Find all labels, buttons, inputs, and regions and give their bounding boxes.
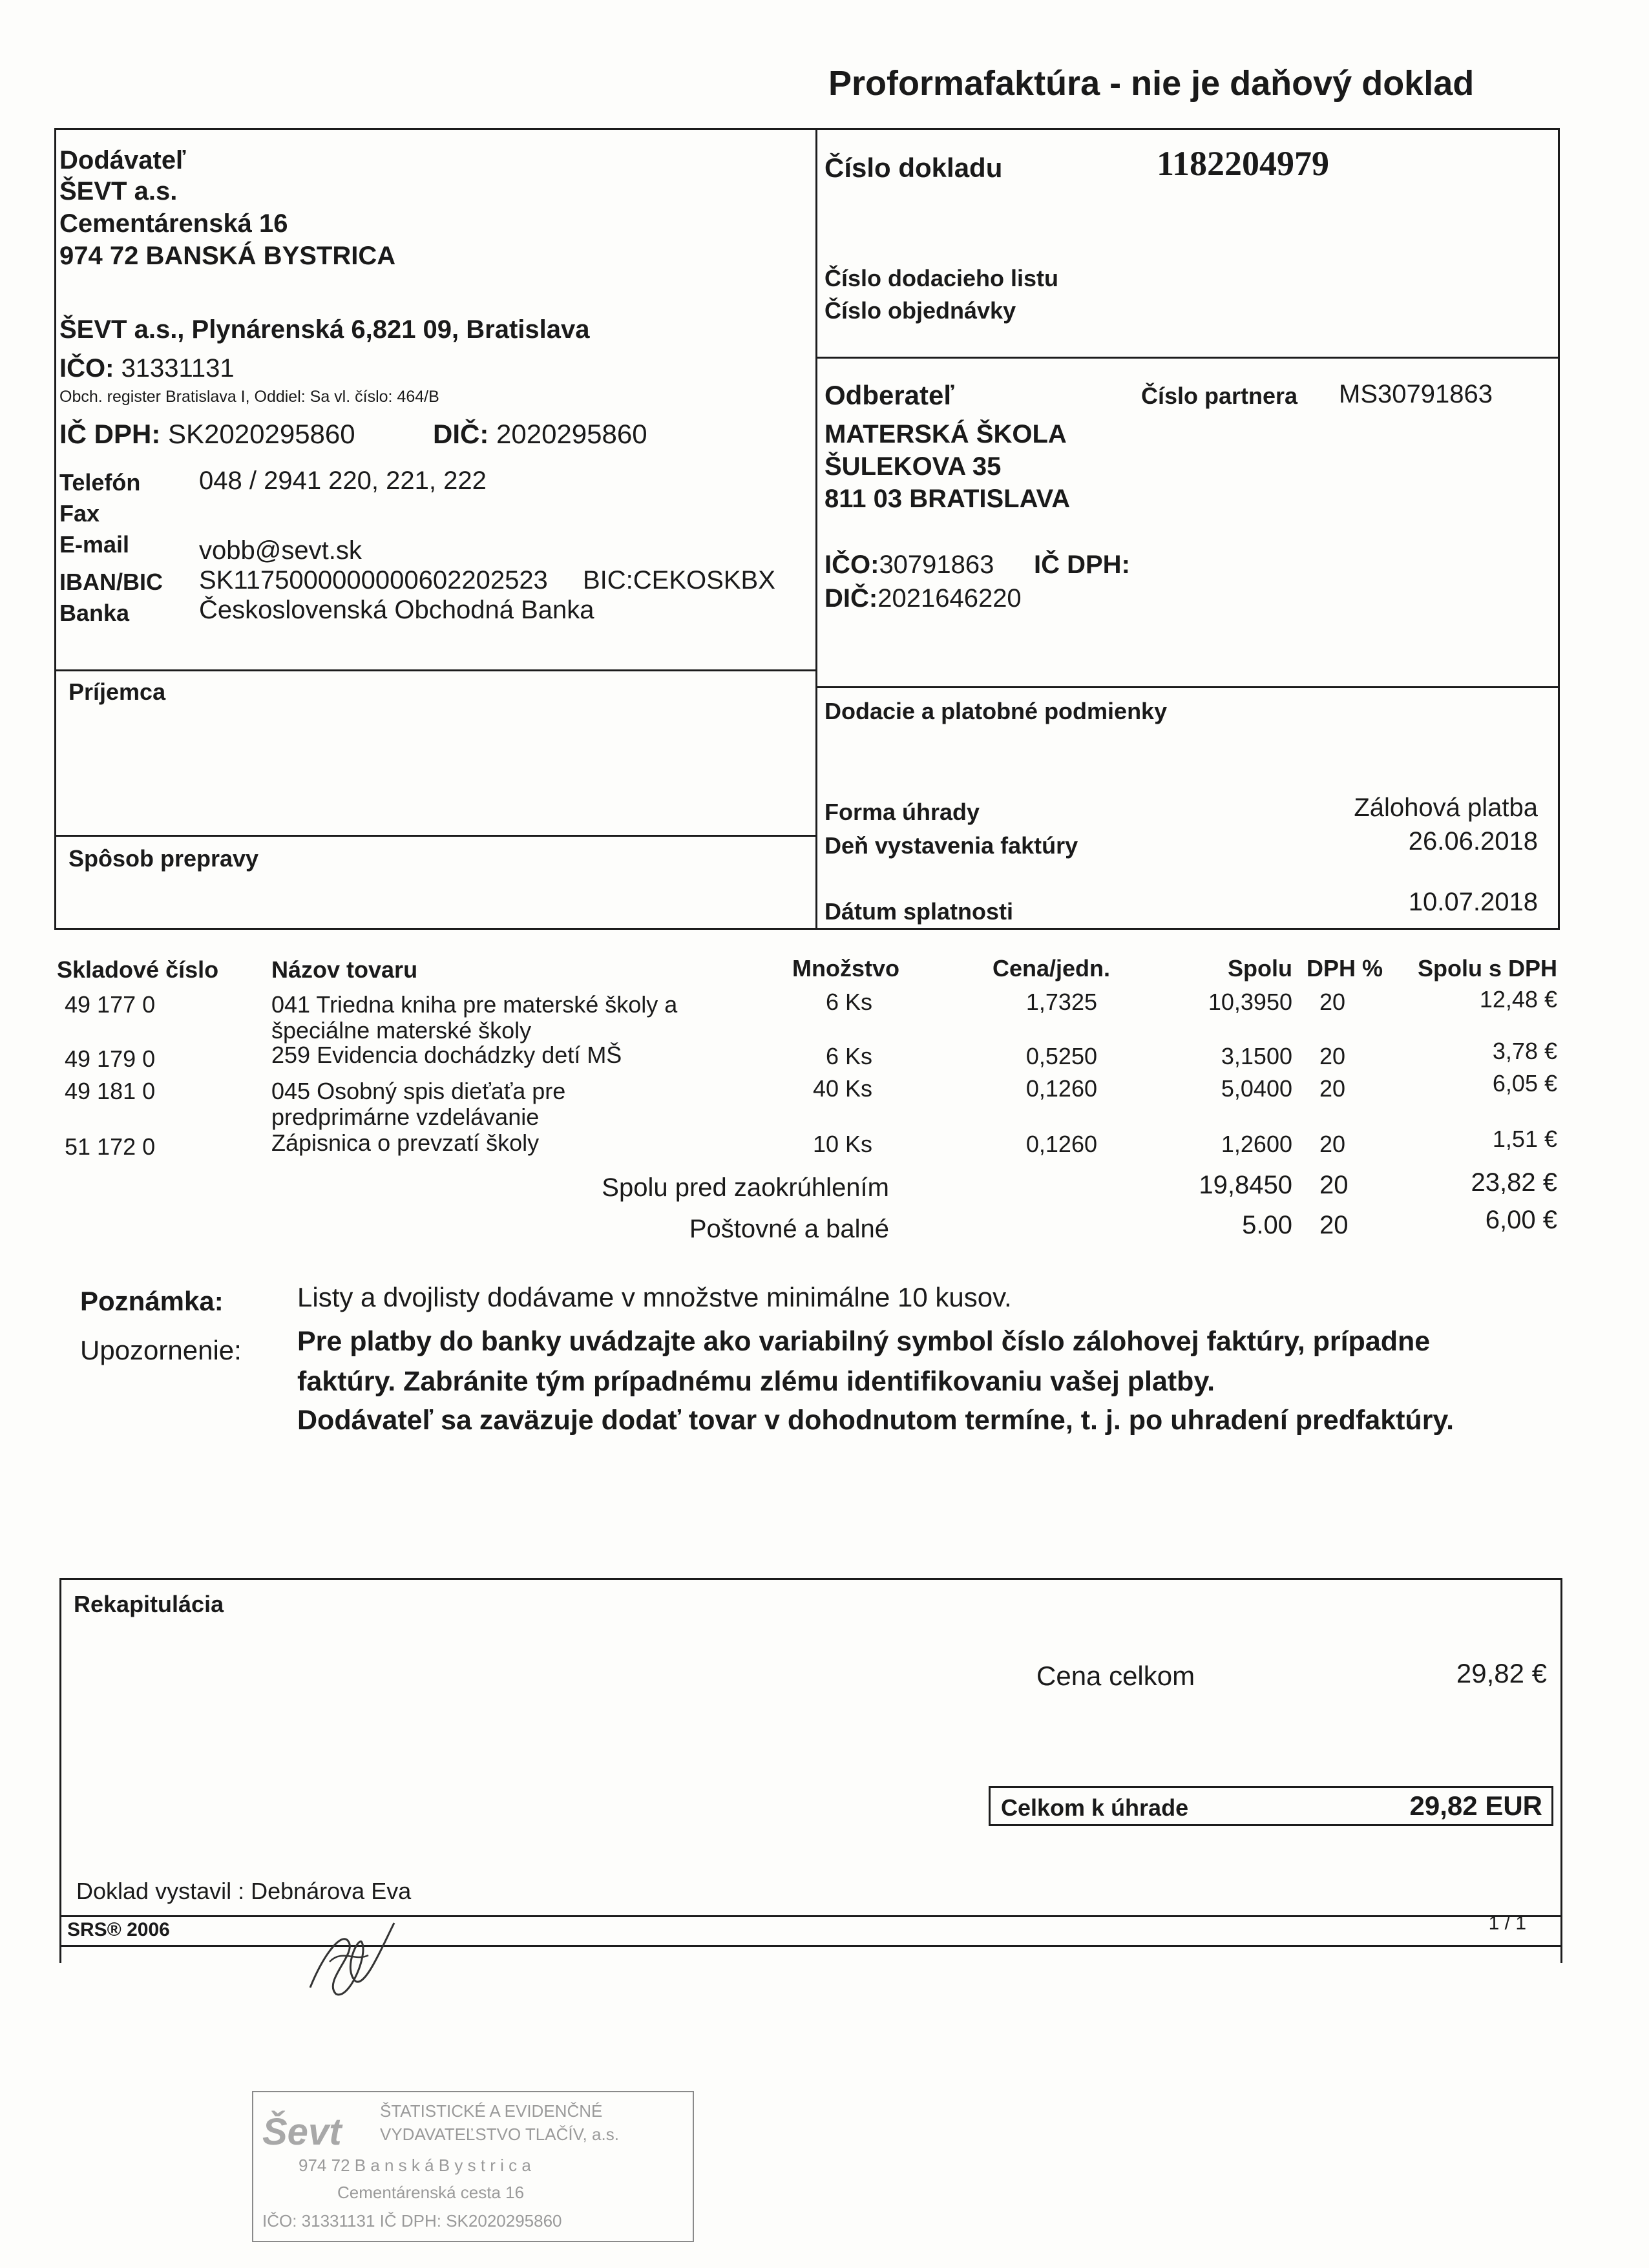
page-title: Proformafaktúra - nie je daňový doklad bbox=[828, 64, 1475, 103]
customer-city: 811 03 BRATISLAVA bbox=[824, 485, 1071, 513]
recipient-label: Príjemca bbox=[68, 678, 166, 705]
stamp-line-5: IČO: 31331131 IČ DPH: SK2020295860 bbox=[262, 2211, 562, 2231]
total-label: Cena celkom bbox=[1036, 1661, 1195, 1691]
header-sku: Skladové číslo bbox=[57, 956, 219, 983]
row4-price: 0,1260 bbox=[1025, 1131, 1097, 1157]
icdph-value: SK2020295860 bbox=[168, 419, 355, 449]
supplier-branch: ŠEVT a.s., Plynárenská 6,821 09, Bratislava bbox=[59, 315, 590, 344]
frame-top-line bbox=[54, 128, 1560, 130]
stamp-line-2: VYDAVATEĽSTVO TLAČÍV, a.s. bbox=[380, 2125, 619, 2144]
subtotal-vat: 20 bbox=[1319, 1171, 1349, 1199]
terms-divider bbox=[815, 686, 1560, 688]
customer-dic bbox=[824, 584, 1022, 613]
row2-name: 259 Evidencia dochádzky detí MŠ bbox=[271, 1042, 622, 1068]
doc-number-label: Číslo dokladu bbox=[824, 152, 1003, 183]
partner-label: Číslo partnera bbox=[1141, 383, 1298, 409]
amount-due-label: Celkom k úhrade bbox=[1001, 1794, 1189, 1821]
issue-date: 26.06.2018 bbox=[1408, 827, 1538, 856]
header-price: Cena/jedn. bbox=[993, 955, 1111, 982]
footer-bottom-line bbox=[59, 1945, 1562, 1947]
supplier-register: Obch. register Bratislava I, Oddiel: Sa vl. číslo: 464/B bbox=[59, 388, 439, 406]
header-total: Spolu bbox=[1228, 955, 1292, 982]
amount-due-box bbox=[989, 1786, 1553, 1826]
warning-line-3: Dodávateľ sa zaväzuje dodať tovar v dohodnutom termíne, t. j. po uhradení predfaktúry. bbox=[297, 1405, 1455, 1436]
bank-value: Československá Obchodná Banka bbox=[199, 596, 594, 624]
customer-heading: Odberateľ bbox=[824, 380, 954, 410]
doc-number: 1182204979 bbox=[1157, 144, 1330, 183]
supplier-city: 974 72 BANSKÁ BYSTRICA bbox=[59, 242, 396, 270]
transport-label: Spôsob prepravy bbox=[68, 845, 259, 872]
fax-label: Fax bbox=[59, 500, 100, 527]
postage-value: 5.00 bbox=[1242, 1211, 1292, 1239]
header-total-vat: Spolu s DPH bbox=[1417, 955, 1557, 982]
row2-sku: 49 179 0 bbox=[65, 1045, 156, 1072]
frame-right-line bbox=[1558, 128, 1560, 929]
stamp-line-4: Cementárenská cesta 16 bbox=[337, 2183, 525, 2202]
row1-sku: 49 177 0 bbox=[65, 991, 156, 1018]
subtotal-label: Spolu pred zaokrúhlením bbox=[602, 1173, 889, 1202]
warning-label: Upozornenie: bbox=[80, 1335, 242, 1365]
total-value: 29,82 € bbox=[1456, 1658, 1547, 1688]
customer-ico-value: 30791863 bbox=[879, 551, 994, 579]
stamp-logo: Ševt bbox=[262, 2111, 342, 2153]
note-label: Poznámka: bbox=[80, 1286, 224, 1316]
icdph-label: IČ DPH: bbox=[59, 419, 161, 449]
delivery-note-label: Číslo dodacieho listu bbox=[824, 265, 1059, 291]
frame-middle-line bbox=[815, 128, 817, 929]
phone-label: Telefón bbox=[59, 469, 141, 496]
terms-heading: Dodacie a platobné podmienky bbox=[824, 698, 1168, 724]
note-text: Listy a dvojlisty dodávame v množstve minimálne 10 kusov. bbox=[297, 1282, 1012, 1312]
supplier-icdph bbox=[59, 419, 355, 450]
customer-ico-label: IČO: bbox=[824, 551, 879, 579]
signature bbox=[297, 1916, 401, 2007]
postage-total: 6,00 € bbox=[1485, 1206, 1557, 1234]
stamp-line-1: ŠTATISTICKÉ A EVIDENČNÉ bbox=[380, 2101, 603, 2121]
supplier-ico bbox=[59, 354, 235, 383]
supplier-street: Cementárenská 16 bbox=[59, 209, 288, 238]
frame-left-line bbox=[54, 128, 56, 929]
row1-total: 10,3950 bbox=[1208, 989, 1292, 1015]
row1-total-vat: 12,48 € bbox=[1479, 986, 1557, 1013]
phone-value: 048 / 2941 220, 221, 222 bbox=[199, 467, 487, 495]
row4-qty: 10 Ks bbox=[812, 1131, 872, 1157]
row3-name2: predprimárne vzdelávanie bbox=[271, 1104, 540, 1130]
order-label: Číslo objednávky bbox=[824, 297, 1016, 324]
customer-name: MATERSKÁ ŠKOLA bbox=[824, 420, 1067, 448]
header-vat: DPH % bbox=[1307, 955, 1383, 982]
table-top-line bbox=[54, 928, 1560, 930]
footer-top-line bbox=[59, 1915, 1562, 1917]
row4-vat: 20 bbox=[1319, 1131, 1346, 1157]
subtotal-total: 23,82 € bbox=[1471, 1168, 1557, 1197]
row4-total: 1,2600 bbox=[1221, 1131, 1292, 1157]
ico-value: 31331131 bbox=[121, 354, 235, 383]
row3-total-vat: 6,05 € bbox=[1492, 1070, 1557, 1097]
dic-value: 2020295860 bbox=[496, 419, 647, 449]
postage-vat: 20 bbox=[1319, 1211, 1349, 1239]
recipient-divider bbox=[54, 669, 817, 671]
row3-sku: 49 181 0 bbox=[65, 1078, 156, 1104]
iban-label: IBAN/BIC bbox=[59, 569, 163, 595]
row3-vat: 20 bbox=[1319, 1075, 1346, 1102]
supplier-heading: Dodávateľ bbox=[59, 146, 186, 174]
dic-label: DIČ: bbox=[433, 419, 489, 449]
ico-label: IČO: bbox=[59, 354, 114, 383]
customer-icdph-label: IČ DPH: bbox=[1034, 551, 1130, 579]
header-name: Názov tovaru bbox=[271, 956, 418, 983]
customer-ico bbox=[824, 551, 994, 580]
supplier-name: ŠEVT a.s. bbox=[59, 177, 178, 205]
row3-name: 045 Osobný spis dieťaťa pre bbox=[271, 1078, 566, 1104]
recap-right-line bbox=[1560, 1578, 1562, 1963]
due-date-label: Dátum splatnosti bbox=[824, 898, 1014, 925]
bank-label: Banka bbox=[59, 600, 130, 626]
row2-total: 3,1500 bbox=[1221, 1043, 1292, 1069]
row1-qty: 6 Ks bbox=[825, 989, 872, 1015]
recap-heading: Rekapitulácia bbox=[74, 1591, 224, 1617]
recap-left-line bbox=[59, 1578, 61, 1963]
row4-name: Zápisnica o prevzatí školy bbox=[271, 1129, 540, 1156]
row2-total-vat: 3,78 € bbox=[1492, 1038, 1557, 1064]
postage-label: Poštovné a balné bbox=[689, 1215, 889, 1243]
customer-dic-value: 2021646220 bbox=[877, 584, 1022, 613]
row3-price: 0,1260 bbox=[1025, 1075, 1097, 1102]
issue-date-label: Deň vystavenia faktúry bbox=[824, 832, 1078, 859]
header-qty: Množstvo bbox=[792, 955, 899, 982]
email-value: vobb@sevt.sk bbox=[199, 536, 362, 565]
amount-due-value: 29,82 EUR bbox=[1409, 1790, 1542, 1821]
partner-number: MS30791863 bbox=[1339, 380, 1493, 408]
email-label: E-mail bbox=[59, 531, 130, 558]
due-date: 10.07.2018 bbox=[1408, 888, 1538, 916]
payment-value: Zálohová platba bbox=[1354, 793, 1538, 822]
row4-total-vat: 1,51 € bbox=[1492, 1126, 1557, 1152]
warning-line-1: Pre platby do banky uvádzajte ako variabilný symbol číslo zálohovej faktúry, prípadne bbox=[297, 1326, 1431, 1357]
row1-name2: špeciálne materské školy bbox=[271, 1017, 532, 1044]
software-label: SRS® 2006 bbox=[67, 1919, 170, 1940]
customer-street: ŠULEKOVA 35 bbox=[824, 452, 1002, 481]
row2-vat: 20 bbox=[1319, 1043, 1346, 1069]
bic-value: BIC:CEKOSKBX bbox=[583, 566, 775, 594]
row3-total: 5,0400 bbox=[1221, 1075, 1292, 1102]
page-number: 1 / 1 bbox=[1488, 1913, 1526, 1934]
issued-by: Doklad vystavil : Debnárova Eva bbox=[76, 1878, 412, 1904]
customer-dic-label: DIČ: bbox=[824, 584, 878, 613]
row1-name: 041 Triedna kniha pre materské školy a bbox=[271, 991, 678, 1018]
row2-qty: 6 Ks bbox=[825, 1043, 872, 1069]
stamp-line-3: 974 72 B a n s k á B y s t r i c a bbox=[299, 2156, 531, 2175]
recap-top-line bbox=[59, 1578, 1562, 1580]
row2-price: 0,5250 bbox=[1025, 1043, 1097, 1069]
supplier-dic bbox=[433, 419, 647, 450]
iban-value: SK1175000000000602202523 bbox=[199, 566, 548, 594]
doc-divider bbox=[815, 357, 1560, 359]
row3-qty: 40 Ks bbox=[812, 1075, 872, 1102]
payment-label: Forma úhrady bbox=[824, 799, 980, 825]
company-stamp bbox=[252, 2091, 694, 2242]
warning-line-2: faktúry. Zabránite tým prípadnému zlému identifikovaniu vašej platby. bbox=[297, 1366, 1215, 1397]
subtotal-value: 19,8450 bbox=[1199, 1171, 1292, 1199]
transport-divider bbox=[54, 835, 817, 837]
row1-vat: 20 bbox=[1319, 989, 1346, 1015]
row1-price: 1,7325 bbox=[1025, 989, 1097, 1015]
row4-sku: 51 172 0 bbox=[65, 1133, 156, 1160]
